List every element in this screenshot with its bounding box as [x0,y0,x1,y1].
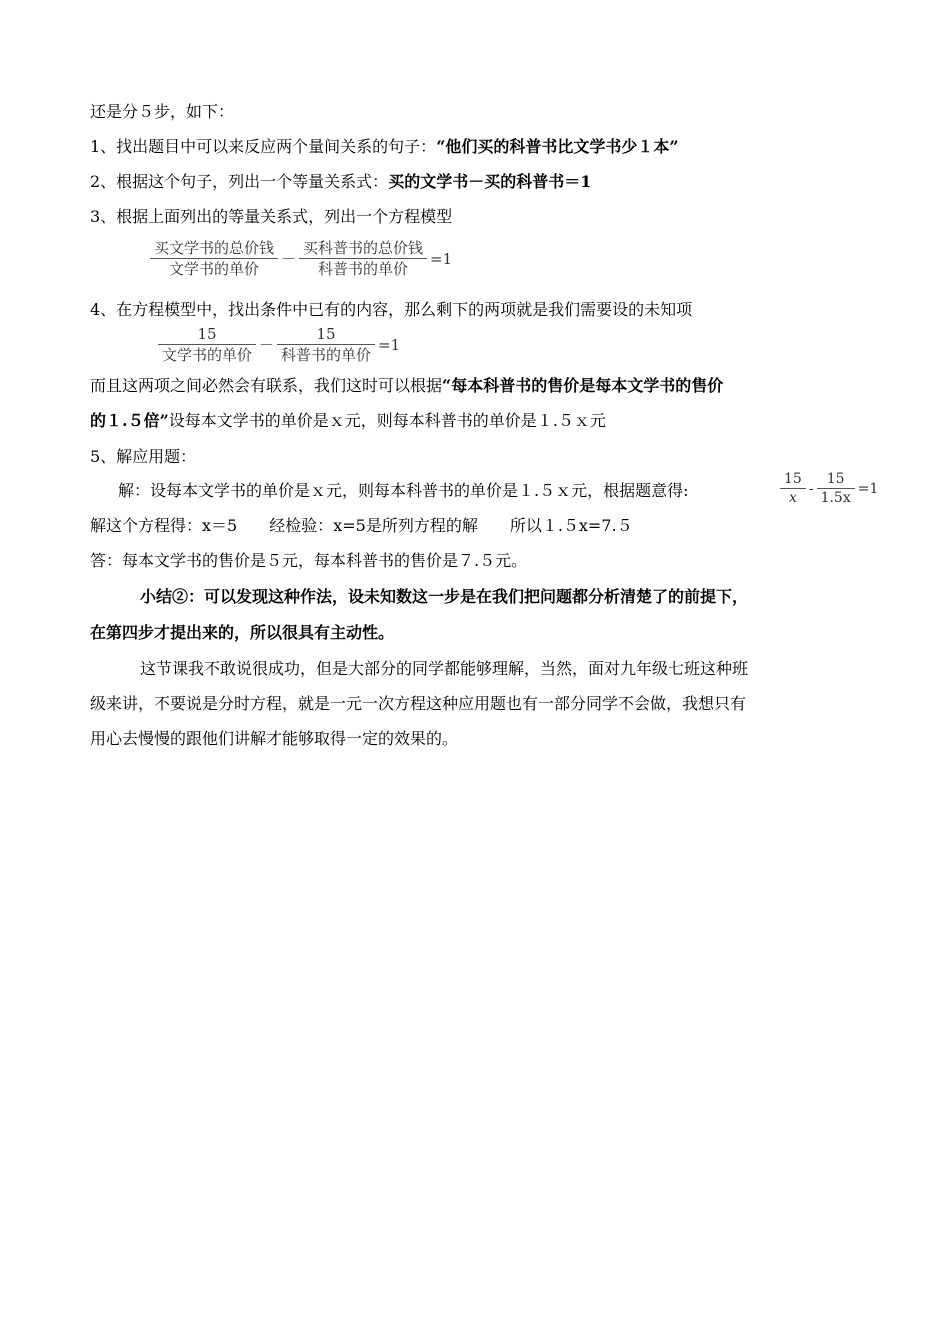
text-line-set-unknown [90,411,606,431]
equals-one: =1 [378,335,401,354]
text-line-step4: 4、在方程模型中，找出条件中已有的内容，那么剩下的两项就是我们需要设的未知项 [90,300,693,319]
text-line-intro: 还是分５步，如下： [90,102,235,121]
fraction-denominator: 科普书的单价 [299,258,427,279]
text-line-step1 [90,137,679,157]
equation-solution [780,470,881,507]
text-line-step3: 3、根据上面列出的等量关系式，列出一个方程模型 [90,207,453,226]
minus-sign: － [281,250,297,268]
quote-end: 的１.５倍” [90,411,169,430]
equation-model-2 [158,324,403,365]
fraction-denominator: x [780,488,806,507]
fraction-numerator: 15 [826,471,845,487]
step1-quote: “他们买的科普书比文学书少１本” [436,137,679,156]
text-line-step2 [90,172,591,192]
text-line-summary-2: 在第四步才提出来的，所以很具有主动性。 [90,623,395,642]
fraction-science [277,324,375,365]
text-line-step5: 5、解应用题： [90,447,197,466]
step1-text: 1、找出题目中可以来反应两个量间关系的句子： [90,137,437,156]
step2-text: 2、根据这个句子，列出一个等量关系式： [90,172,389,191]
fraction-numerator: 买文学书的总价钱 [154,239,275,257]
text-line-reflection-3: 用心去慢慢的跟他们讲解才能够取得一定的效果的。 [90,729,459,748]
text-line-reflection-1: 这节课我不敢说很成功，但是大部分的同学都能够理解，当然，面对九年级七班这种班 [140,659,749,678]
text-line-link [90,376,723,396]
fraction-numerator: 15 [784,471,802,487]
text-line-answer: 答：每本文学书的售价是５元，每本科普书的售价是７.５元。 [90,551,528,570]
text-line-reflection-2: 级来讲，不要说是分时方程，就是一元一次方程这种应用题也有一部分同学不会做，我想只有 [90,694,747,713]
fraction-science [299,238,427,279]
fraction-denominator: 科普书的单价 [277,344,375,365]
fraction-denominator: 文学书的单价 [150,258,278,279]
text-line-solution: 解：设每本文学书的单价是ｘ元，则每本科普书的单价是１.５ｘ元，根据题意得: [118,481,689,500]
link-text: 而且这两项之间必然会有联系，我们这时可以根据 [90,376,443,395]
text-line-summary-1: 小结②：可以发现这种作法，设未知数这一步是在我们把问题都分析清楚了的前提下， [140,587,749,606]
link-quote: “每本科普书的售价是每本文学书的售价 [442,376,724,395]
fraction-denominator: 1.5x [817,488,855,507]
step2-relation: 买的文学书－买的科普书＝1 [388,172,592,191]
fraction-literature [158,324,256,365]
text-line-solve: 解这个方程得：x＝5 经检验：x=5是所列方程的解 所以１.５x=7.５ [90,516,633,535]
equals-one: =1 [430,249,453,268]
fraction-numerator: 15 [316,325,336,343]
minus-sign: － [259,336,275,354]
equation-model-1 [150,238,455,279]
minus-sign: - [808,480,814,497]
set-unknown-text: 设每本文学书的单价是ｘ元，则每本科普书的单价是１.５ｘ元 [168,411,606,430]
fraction-numerator: 15 [197,325,217,343]
fraction-15-over-1-5x [817,470,855,507]
fraction-numerator: 买科普书的总价钱 [303,239,424,257]
fraction-denominator: 文学书的单价 [158,344,256,365]
fraction-15-over-x [780,470,806,507]
fraction-literature [150,238,278,279]
equals-one: =1 [857,480,879,497]
